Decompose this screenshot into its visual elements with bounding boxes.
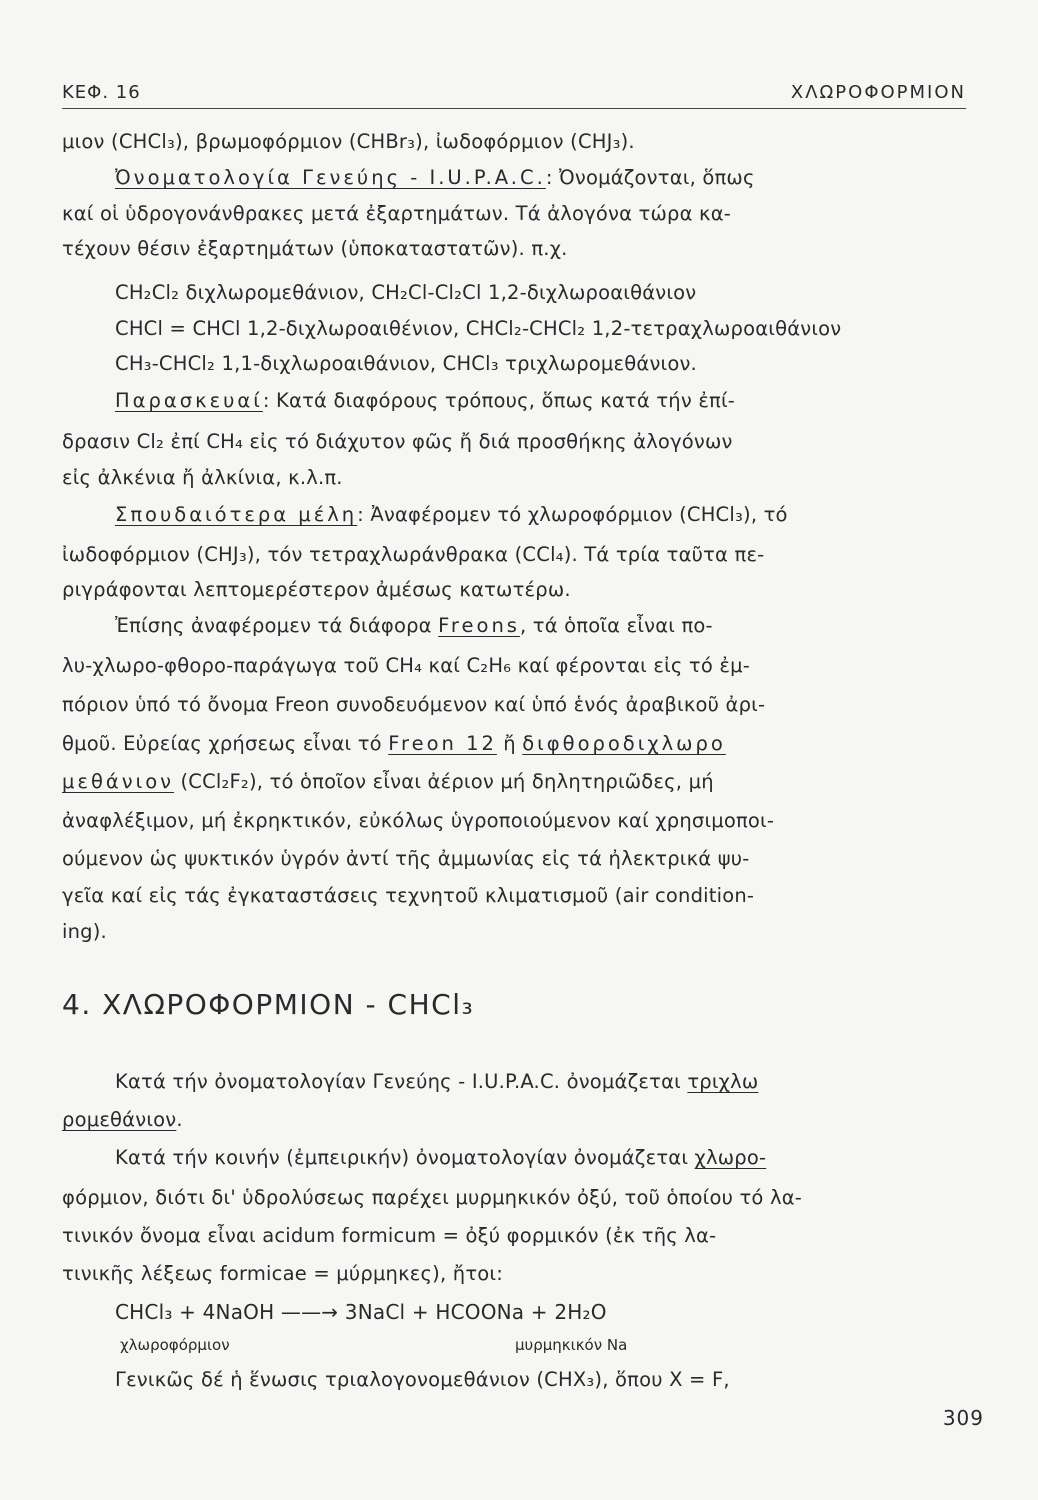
reaction-equation: CHCl₃ + 4NaOH ——→ 3NaCl + HCOONa + 2H₂O xyxy=(115,1300,607,1324)
section-title: 4. ΧΛΩΡΟΦΟΡΜΙΟΝ - CHCl₃ xyxy=(62,988,475,1021)
iupac-text: : Ὀνομάζονται, ὅπως xyxy=(545,166,755,189)
preparation-heading: Παρασκευαί xyxy=(115,389,263,412)
freon12-systematic-name: διφθοροδιχλωρο xyxy=(522,732,726,755)
formula-line: CH₃-CHCl₂ 1,1-διχλωροαιθάνιον, CHCl₃ τριχλωρομεθάνιον. xyxy=(115,352,697,375)
freon12-term: Freon 12 xyxy=(388,732,497,755)
text-line: ἰωδοφόρμιον (CHJ₃), τόν τετραχλωράνθρακα (CCl₄). Τά τρία ταῦτα πε- xyxy=(62,543,765,566)
iupac-heading: Ὀνοματολογία Γενεύης - I.U.P.A.C. xyxy=(115,166,546,189)
reactant-caption: χλωροφόρμιον xyxy=(120,1336,230,1354)
important-members-line xyxy=(115,503,995,527)
freons-term: Freons xyxy=(438,614,520,637)
text-line: ἀναφλέξιμον, μή ἐκρηκτικόν, εὐκόλως ὑγροποιούμενον καί χρησιμοποι- xyxy=(62,809,775,832)
formula-line: CHCl = CHCl 1,2-διχλωροαιθένιον, CHCl₂-CHCl₂ 1,2-τετραχλωροαιθάνιον xyxy=(115,317,842,340)
common-name-term: χλωρο- xyxy=(694,1146,767,1169)
text-line: καί οἱ ὑδρογονάνθρακες μετά ἐξαρτημάτων. Τά ἀλογόνα τώρα κα- xyxy=(62,202,732,225)
important-members-heading: Σπουδαιότερα μέλη xyxy=(115,503,358,526)
freons-line xyxy=(115,614,995,638)
preparation-text: : Κατά διαφόρους τρόπους, ὅπως κατά τήν ἐπί- xyxy=(262,389,736,412)
text-line: ing). xyxy=(62,920,107,943)
formula-line: CH₂Cl₂ διχλωρομεθάνιον, CH₂Cl-Cl₂Cl 1,2-διχλωροαιθάνιον xyxy=(115,281,697,304)
freon12-systematic-name-end: μεθάνιον xyxy=(62,770,175,793)
freon12-text-mid: ἤ xyxy=(496,732,523,755)
freon12-line-2 xyxy=(62,770,992,794)
text-line: δρασιν Cl₂ ἐπί CH₄ εἰς τό διάχυτον φῶς ἤ διά προσθήκης ἀλογόνων xyxy=(62,430,733,453)
freons-text-post: , τά ὁποῖα εἶναι πο- xyxy=(519,614,713,637)
freon12-text: (CCl₂F₂), τό ὁποῖον εἶναι ἀέριον μή δηλητηριῶδες, μή xyxy=(174,770,714,793)
freons-text-pre: Ἐπίσης ἀναφέρομεν τά διάφορα xyxy=(115,614,439,637)
text-line: Γενικῶς δέ ἡ ἕνωσις τριαλογονομεθάνιον (CHX₃), ὅπου X = F, xyxy=(115,1368,730,1391)
running-title: ΧΛΩΡΟΦΟΡΜΙΟΝ xyxy=(790,82,966,103)
period: . xyxy=(176,1108,183,1131)
iupac-line xyxy=(115,166,995,190)
text-line: πόριον ὑπό τό ὄνομα Freon συνοδευόμενον καί ὑπό ἑνός ἀραβικοῦ ἀρι- xyxy=(62,693,766,716)
text-line: τινικῆς λέξεως formicae = μύρμηκες), ἤτοι: xyxy=(62,1262,503,1285)
product-caption: μυρμηκικόν Na xyxy=(515,1336,628,1354)
text-line: φόρμιον, διότι δι' ὑδρολύσεως παρέχει μυρμηκικόν ὀξύ, τοῦ ὁποίου τό λα- xyxy=(62,1186,802,1209)
common-name-line xyxy=(115,1146,995,1170)
iupac-name-text: Κατά τήν ὀνοματολογίαν Γενεύης - I.U.P.A.C. ὀνομάζεται xyxy=(115,1070,688,1093)
freon12-line xyxy=(62,732,992,756)
common-name-text: Κατά τήν κοινήν (ἐμπειρικήν) ὀνοματολογίαν ὀνομάζεται xyxy=(115,1146,695,1169)
iupac-name-line-2 xyxy=(62,1108,992,1132)
iupac-name-term: τριχλω xyxy=(687,1070,759,1093)
text-line: ούμενον ὡς ψυκτικόν ὑγρόν ἀντί τῆς ἀμμωνίας εἰς τά ἠλεκτρικά ψυ- xyxy=(62,847,750,870)
preparation-line xyxy=(115,389,995,413)
iupac-name-term-end: ρομεθάνιον xyxy=(62,1108,177,1131)
text-line: τέχουν θέσιν ἐξαρτημάτων (ὑποκαταστατῶν). π.χ. xyxy=(62,237,568,260)
text-line: τινικόν ὄνομα εἶναι acidum formicum = ὀξύ φορμικόν (ἐκ τῆς λα- xyxy=(62,1224,717,1247)
freon12-text-pre: θμοῦ. Εὐρείας χρήσεως εἶναι τό xyxy=(62,732,389,755)
iupac-name-line xyxy=(115,1070,995,1094)
important-members-text: : Ἀναφέρομεν τό χλωροφόρμιον (CHCl₃), τό xyxy=(357,503,788,526)
page-header xyxy=(62,80,966,109)
text-line: λυ-χλωρο-φθορο-παράγωγα τοῦ CH₄ καί C₂H₆ καί φέρονται εἰς τό ἐμ- xyxy=(62,654,750,677)
text-line: μιον (CHCl₃), βρωμοφόρμιον (CHBr₃), ἰωδοφόρμιον (CHJ₃). xyxy=(62,130,635,153)
chapter-label: ΚΕΦ. 16 xyxy=(62,82,141,103)
text-line: ριγράφονται λεπτομερέστερον ἀμέσως κατωτέρω. xyxy=(62,578,571,601)
text-line: εἰς ἀλκένια ἤ ἀλκίνια, κ.λ.π. xyxy=(62,466,343,489)
text-line: γεῖα καί εἰς τάς ἐγκαταστάσεις τεχνητοῦ κλιματισμοῦ (air condition- xyxy=(62,884,755,907)
page-number: 309 xyxy=(942,1406,984,1430)
